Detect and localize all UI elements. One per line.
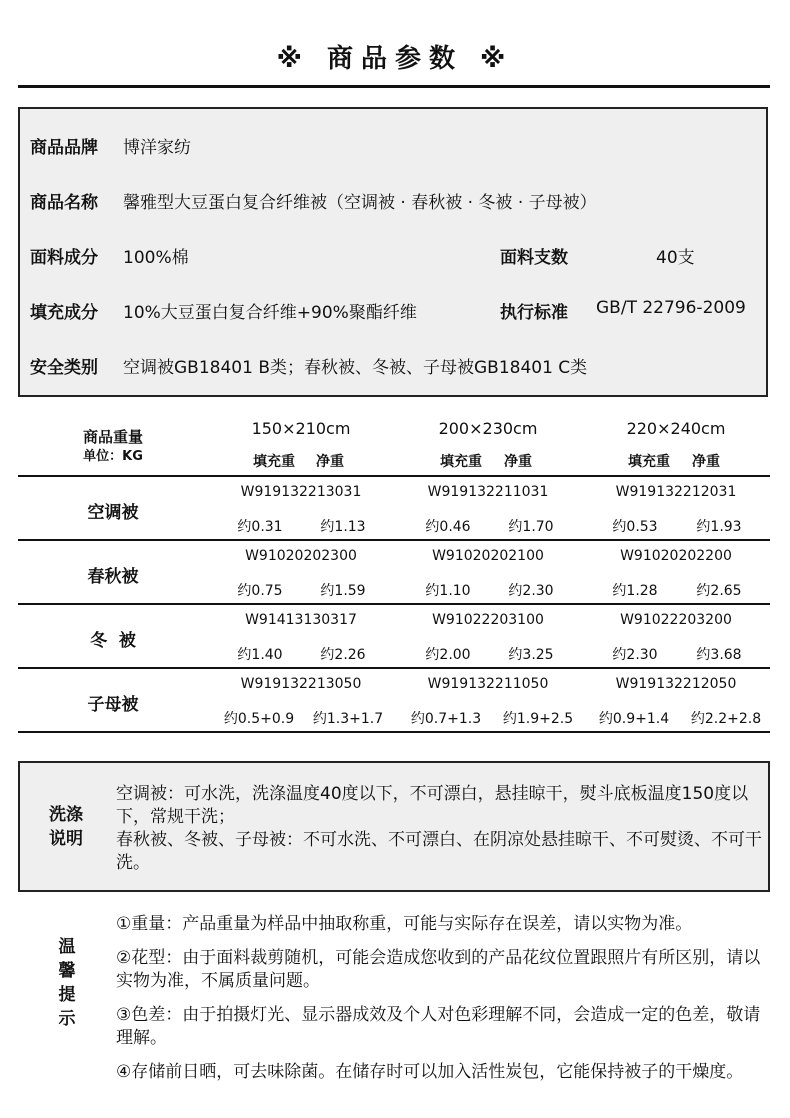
net-weight-header: 净重 [504, 454, 532, 470]
tips-list [116, 913, 766, 1095]
filling-row [30, 298, 417, 323]
product-code: W91020202200 [620, 548, 732, 564]
standard-label: 执行标准 [500, 303, 568, 323]
filling-label: 填充成分 [30, 303, 98, 323]
fill-weight: 约2.00 [425, 647, 471, 663]
brand-value: 博洋家纺 [123, 138, 191, 158]
net-weight: 约1.3+1.7 [312, 711, 384, 727]
product-code: W919132211031 [427, 484, 549, 500]
fill-weight: 约1.40 [237, 647, 283, 663]
net-weight: 约1.93 [696, 519, 742, 535]
net-weight: 约1.70 [508, 519, 554, 535]
fill-weight: 约0.31 [237, 519, 283, 535]
spec-panel [18, 107, 768, 397]
table-divider [18, 539, 770, 541]
tip-item: ①重量：产品重量为样品中抽取称重，可能与实际存在误差，请以实物为准。 [116, 914, 693, 934]
fill-weight: 约0.9+1.4 [598, 711, 670, 727]
fabric-value: 100%棉 [123, 248, 189, 268]
tip-item: ②花型：由于面料裁剪随机，可能会造成您收到的产品花纹位置跟照片有所区别，请以实物为准，不属质量问题。 [116, 948, 761, 991]
fill-weight: 约2.30 [612, 647, 658, 663]
product-code: W919132212031 [615, 484, 737, 500]
fill-weight: 约1.28 [612, 583, 658, 599]
net-weight: 约3.68 [696, 647, 742, 663]
table-divider [18, 475, 770, 477]
fill-weight: 约0.75 [237, 583, 283, 599]
washing-line: 空调被：可水洗，洗涤温度40度以下，不可漂白，悬挂晾干，熨斗底板温度150度以下，常规干洗； [116, 784, 749, 827]
product-code: W919132211050 [427, 676, 549, 692]
fill-weight-header: 填充重 [253, 454, 295, 470]
net-weight: 约2.26 [320, 647, 366, 663]
size-3: 220×240cm [626, 419, 726, 438]
product-name-value: 馨雅型大豆蛋白复合纤维被（空调被 · 春秋被 · 冬被 · 子母被） [123, 193, 597, 213]
table-divider [18, 667, 770, 669]
table-divider [18, 731, 770, 733]
net-weight-header: 净重 [692, 454, 720, 470]
table-divider [18, 603, 770, 605]
fill-weight: 约1.10 [425, 583, 471, 599]
fill-weight: 约0.5+0.9 [223, 711, 295, 727]
weight-unit: 单位：KG [83, 449, 143, 464]
washing-label-line: 说明 [49, 829, 83, 849]
net-weight: 约1.13 [320, 519, 366, 535]
fill-weight: 约0.7+1.3 [410, 711, 482, 727]
yarn-count-value: 40支 [656, 248, 695, 268]
safety-value: 空调被GB18401 B类；春秋被、冬被、子母被GB18401 C类 [123, 358, 588, 378]
product-code: W91020202100 [432, 548, 544, 564]
title-divider [18, 85, 770, 88]
product-code: W91022203200 [620, 612, 732, 628]
fill-weight: 约0.53 [612, 519, 658, 535]
tips-label-char: 示 [58, 1009, 76, 1029]
row-name: 空调被 [87, 503, 139, 523]
product-name-label: 商品名称 [30, 193, 98, 213]
product-code: W91022203100 [432, 612, 544, 628]
tips-label-char: 馨 [58, 961, 76, 981]
washing-label [42, 803, 90, 851]
standard-value: GB/T 22796-2009 [596, 298, 746, 318]
row-name: 春秋被 [87, 567, 139, 587]
product-code: W91020202300 [245, 548, 357, 564]
fabric-label: 面料成分 [30, 248, 98, 268]
product-code: W919132213050 [240, 676, 362, 692]
tip-item: ③色差：由于拍摄灯光、显示器成效及个人对色彩理解不同，会造成一定的色差，敬请理解。 [116, 1005, 761, 1048]
net-weight: 约1.59 [320, 583, 366, 599]
product-name-row [30, 188, 597, 213]
washing-instructions-panel [18, 761, 770, 892]
tips-label [52, 935, 82, 1031]
row-name: 子母被 [87, 695, 139, 715]
fill-weight: 约0.46 [425, 519, 471, 535]
product-code: W91413130317 [245, 612, 357, 628]
net-weight: 约2.2+2.8 [690, 711, 762, 727]
row-name: 冬 被 [90, 631, 136, 651]
washing-label-line: 洗涤 [49, 805, 83, 825]
fabric-row [30, 243, 189, 268]
net-weight: 约2.30 [508, 583, 554, 599]
net-weight: 约2.65 [696, 583, 742, 599]
product-code: W919132213031 [240, 484, 362, 500]
safety-row [30, 353, 587, 378]
product-code: W919132212050 [615, 676, 737, 692]
washing-text [116, 783, 766, 875]
tips-label-char: 温 [58, 937, 76, 957]
fill-weight-header: 填充重 [628, 454, 670, 470]
tip-item: ④存储前日晒，可去味除菌。在储存时可以加入活性炭包，它能保持被子的干燥度。 [116, 1062, 744, 1082]
brand-label: 商品品牌 [30, 138, 98, 158]
tips-label-char: 提 [58, 985, 76, 1005]
safety-label: 安全类别 [30, 358, 98, 378]
fill-weight-header: 填充重 [440, 454, 482, 470]
yarn-count-label: 面料支数 [500, 248, 568, 268]
page-title: ※ 商品参数 ※ [276, 44, 514, 74]
washing-line: 春秋被、冬被、子母被：不可水洗、不可漂白、在阴凉处悬挂晾干、不可熨烫、不可干洗。 [116, 830, 762, 873]
size-1: 150×210cm [251, 419, 351, 438]
filling-value: 10%大豆蛋白复合纤维+90%聚酯纤维 [123, 303, 417, 323]
size-2: 200×230cm [438, 419, 538, 438]
brand-row [30, 133, 191, 158]
net-weight-header: 净重 [316, 454, 344, 470]
net-weight: 约1.9+2.5 [502, 711, 574, 727]
weight-header-label: 商品重量 [82, 428, 143, 446]
net-weight: 约3.25 [508, 647, 554, 663]
